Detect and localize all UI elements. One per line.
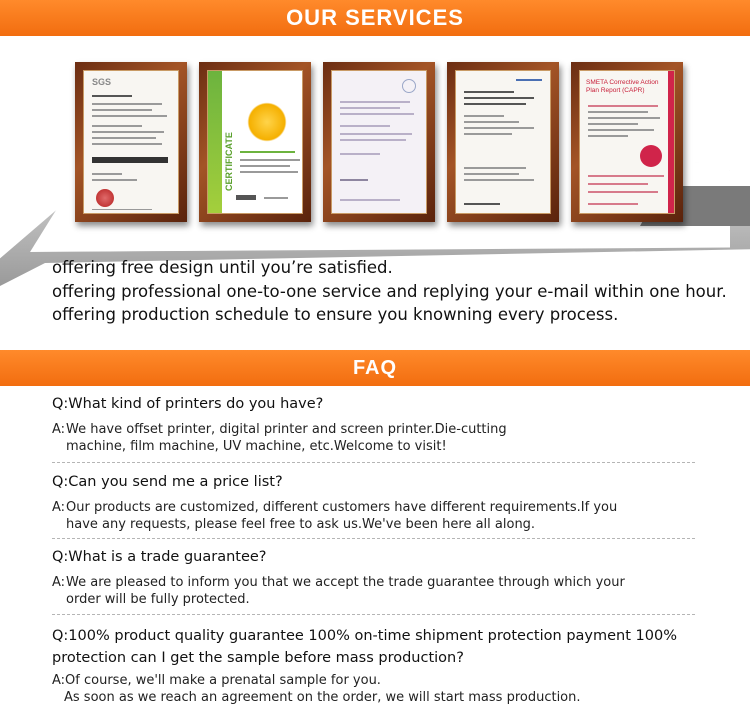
red-seal-icon (96, 189, 114, 207)
faq-item-price-list (52, 472, 712, 533)
certificate-smeta (571, 62, 683, 222)
faq-divider (52, 538, 695, 539)
sedex-logo-icon (640, 145, 662, 167)
faq-divider (52, 614, 695, 615)
sun-icon (244, 99, 290, 145)
faq-question: Q:100% product quality guarantee 100% on-time shipment protection payment 100% protection can I get the sample before mass production? (52, 628, 677, 666)
green-band (208, 71, 222, 213)
services-banner (0, 0, 750, 36)
certificate-sgs (75, 62, 187, 222)
certificate-showcase (0, 36, 750, 254)
red-band (668, 71, 674, 213)
faq-answer: A: We have offset printer, digital printer and screen printer.Die-cutting machine, film machine, UV machine, etc.Welcome to visit! (52, 422, 507, 454)
faq-divider (52, 462, 695, 463)
service-line-design: offering free design until you’re satisfied. (52, 258, 393, 277)
faq-item-printers (52, 394, 712, 455)
service-line-support: offering professional one-to-one service and replying your e-mail within one hour. (52, 281, 727, 301)
certificate-letter (323, 62, 435, 222)
faq-item-sample (52, 625, 717, 706)
faq-answer: A: We are pleased to inform you that we accept the trade guarantee through which your order will be fully protected. (52, 575, 625, 607)
faq-answer: A: Our products are customized, different customers have different requirements.If you have any requests, please feel free to ask us.We've been here all along. (52, 500, 618, 532)
smeta-title: SMETA Corrective Action Plan Report (CAPR) (586, 79, 659, 94)
certificate-side-text: CERTIFICATE (224, 132, 234, 191)
faq-question: Q:What is a trade guarantee? (52, 549, 267, 565)
services-list (52, 256, 732, 327)
faq-question: Q:Can you send me a price list? (52, 474, 283, 490)
services-banner-title: OUR SERVICES (286, 5, 464, 30)
faq-question: Q:What kind of printers do you have? (52, 396, 324, 412)
faq-item-trade-guarantee (52, 547, 712, 608)
stamp-icon (402, 79, 416, 93)
service-line-schedule: offering production schedule to ensure you knowning every process. (52, 305, 619, 324)
certificate-tuv (447, 62, 559, 222)
faq-banner-title: FAQ (352, 357, 398, 379)
sgs-logo: SGS (92, 77, 112, 87)
faq-banner (0, 350, 750, 386)
certificate-green (199, 62, 311, 222)
faq-answer: A:Of course, we'll make a prenatal sample for you. As soon as we reach an agreement on the order, we will start mass production. (52, 673, 581, 705)
